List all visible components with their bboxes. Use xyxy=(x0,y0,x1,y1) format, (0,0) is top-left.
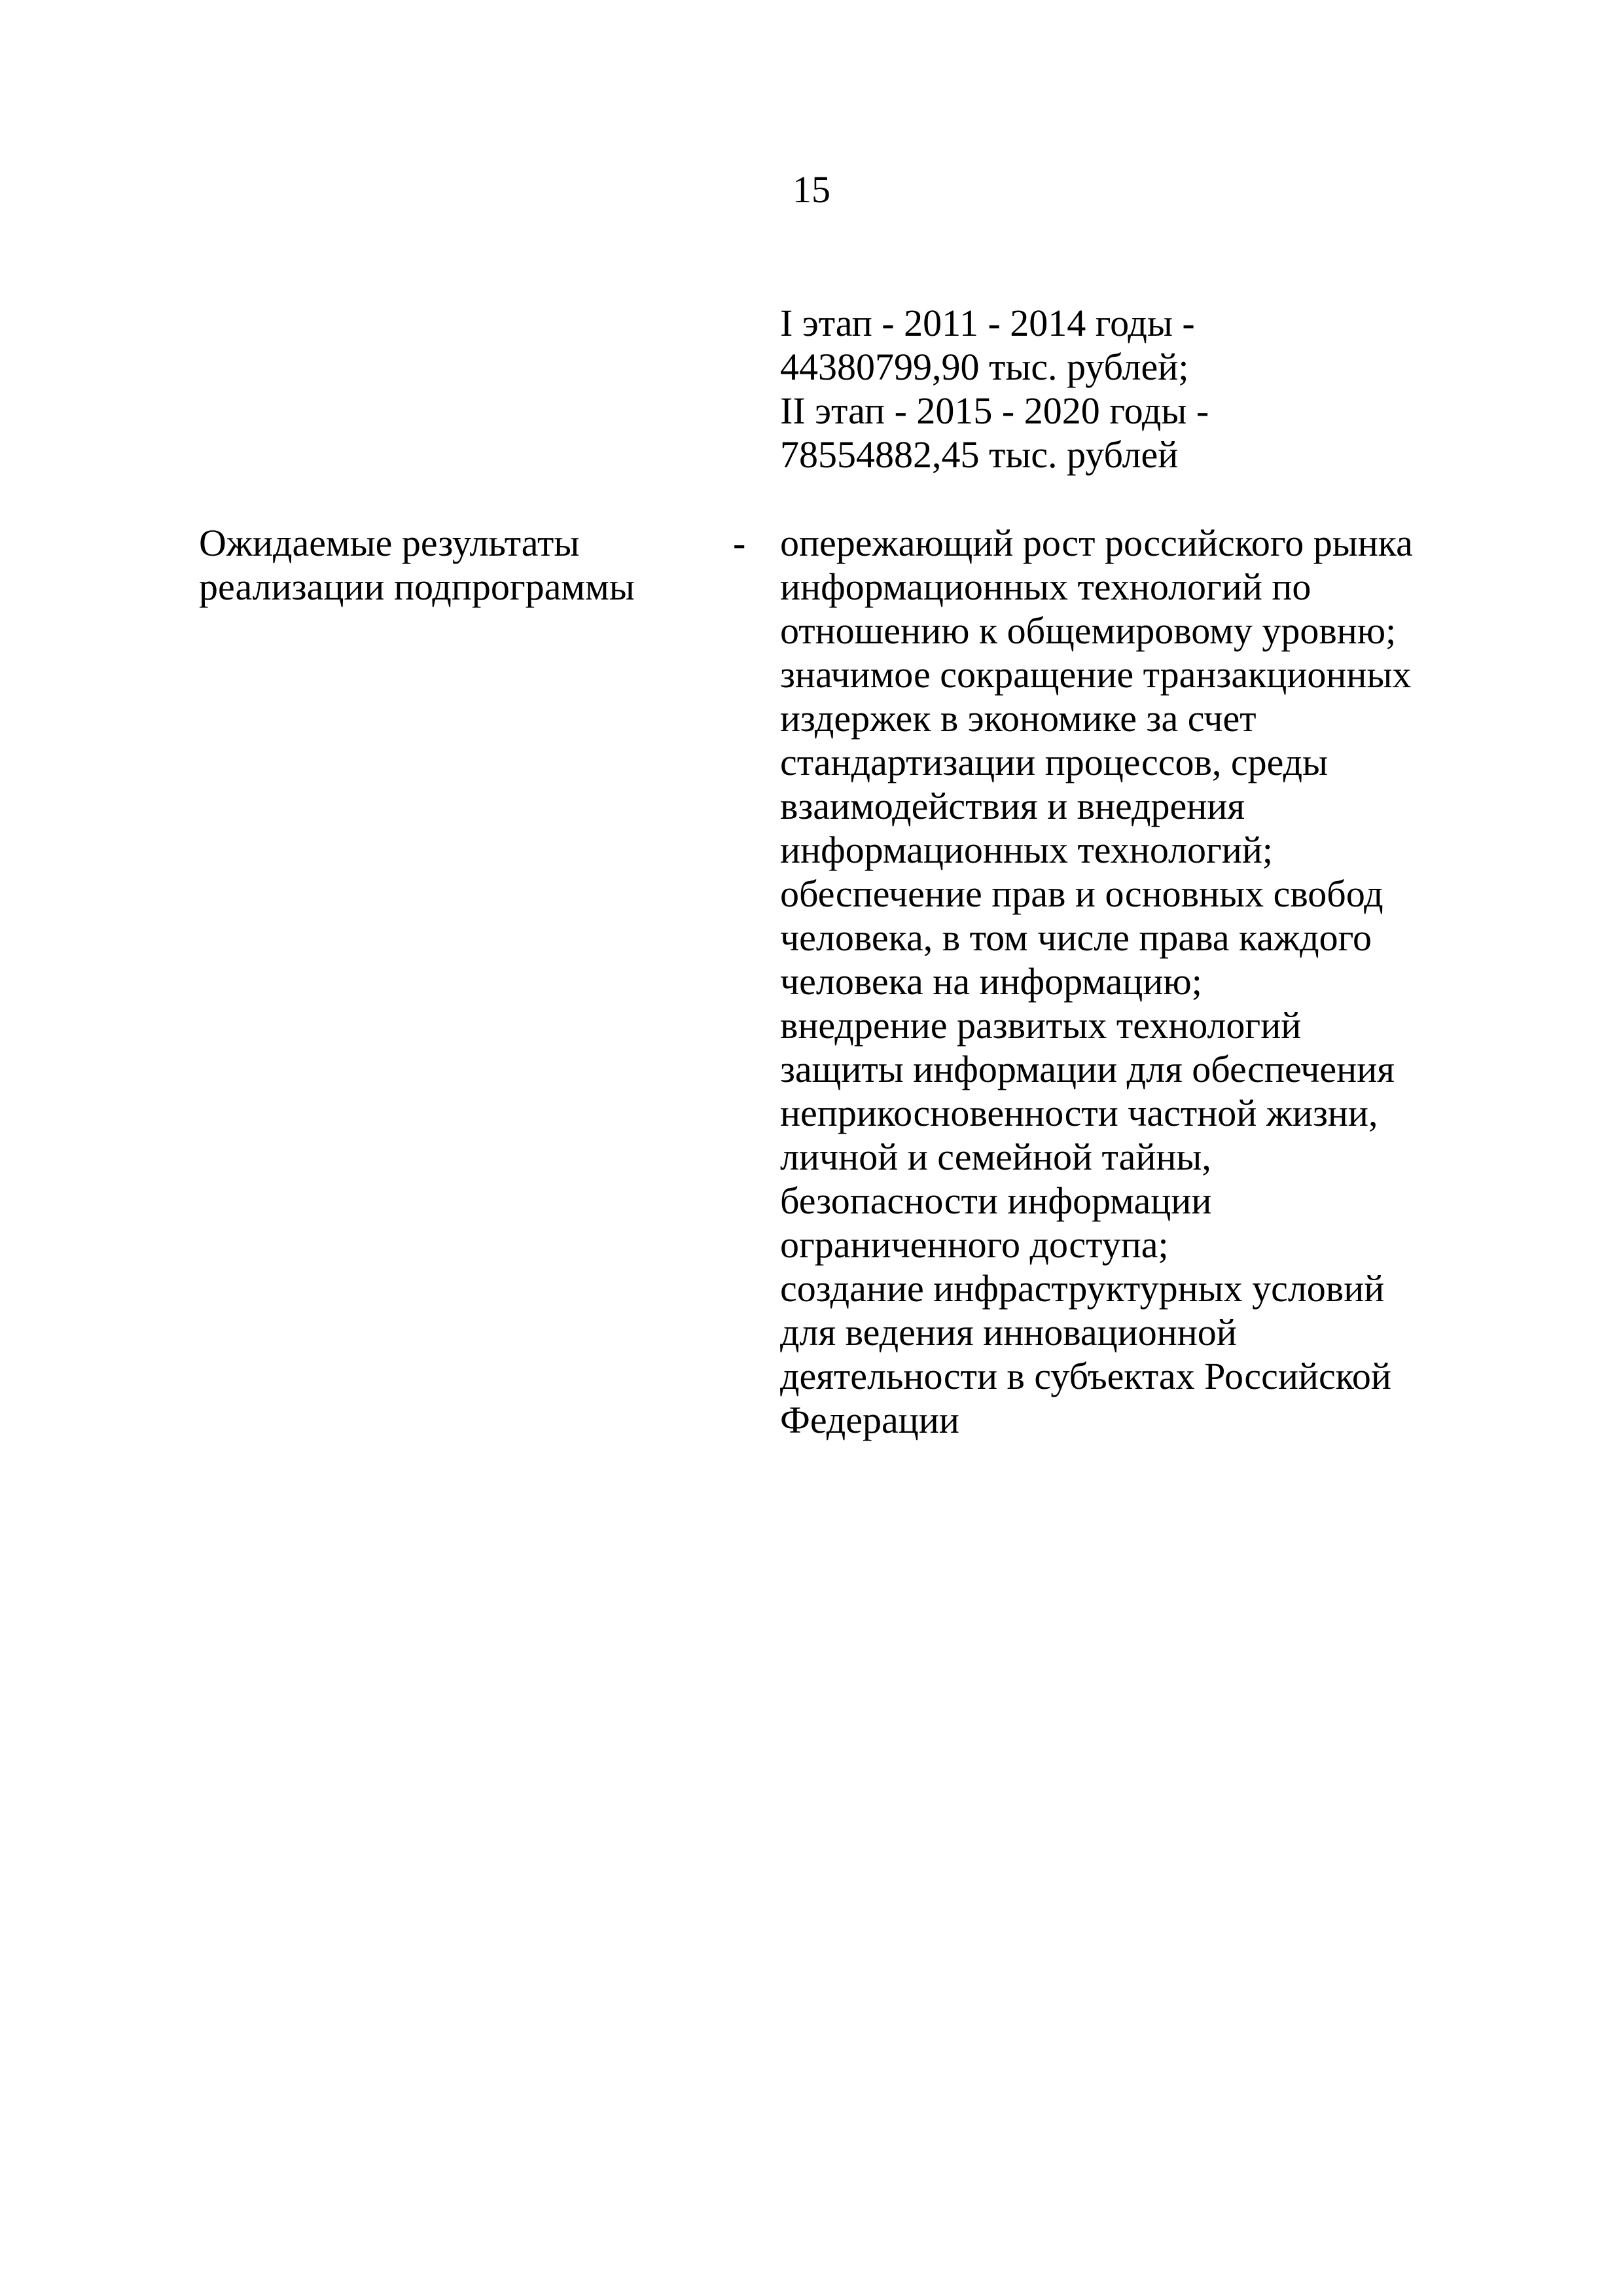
funding-stage-line: 78554882,45 тыс. рублей xyxy=(780,433,1179,476)
value-line: человека, в том числе права каждого xyxy=(780,916,1372,959)
funding-stage-line: 44380799,90 тыс. рублей; xyxy=(780,346,1189,388)
expected-results-label xyxy=(199,521,635,609)
value-line: создание инфраструктурных условий xyxy=(780,1267,1385,1310)
value-line: обеспечение прав и основных свобод xyxy=(780,872,1383,915)
funding-stage-line: I этап - 2011 - 2014 годы - xyxy=(780,302,1195,344)
value-line: отношению к общемировому уровню; xyxy=(780,609,1397,652)
value-line: опережающий рост российского рынка xyxy=(780,522,1413,564)
value-line: издержек в экономике за счет xyxy=(780,697,1257,740)
expected-results-value xyxy=(780,521,1413,1442)
funding-stages xyxy=(780,301,1209,476)
value-line: неприкосновенности частной жизни, xyxy=(780,1092,1378,1134)
value-line: Федерации xyxy=(780,1399,959,1441)
label-line: реализации подпрограммы xyxy=(199,565,635,608)
value-line: информационных технологий по xyxy=(780,565,1311,608)
row-dash: - xyxy=(733,522,746,564)
value-line: человека на информацию; xyxy=(780,960,1202,1003)
value-line: деятельности в субъектах Российской xyxy=(780,1355,1391,1397)
value-line: внедрение развитых технологий xyxy=(780,1004,1302,1047)
funding-stage-line: II этап - 2015 - 2020 годы - xyxy=(780,389,1209,432)
value-line: взаимодействия и внедрения xyxy=(780,785,1245,827)
page-number: 15 xyxy=(793,168,830,211)
value-line: личной и семейной тайны, xyxy=(780,1136,1211,1178)
label-line: Ожидаемые результаты xyxy=(199,522,580,564)
value-line: стандартизации процессов, среды xyxy=(780,741,1329,783)
value-line: информационных технологий; xyxy=(780,829,1273,871)
value-line: ограниченного доступа; xyxy=(780,1223,1169,1266)
value-line: значимое сокращение транзакционных xyxy=(780,653,1412,696)
value-line: для ведения инновационной xyxy=(780,1311,1237,1354)
value-line: безопасности информации xyxy=(780,1179,1212,1222)
value-line: защиты информации для обеспечения xyxy=(780,1048,1395,1090)
